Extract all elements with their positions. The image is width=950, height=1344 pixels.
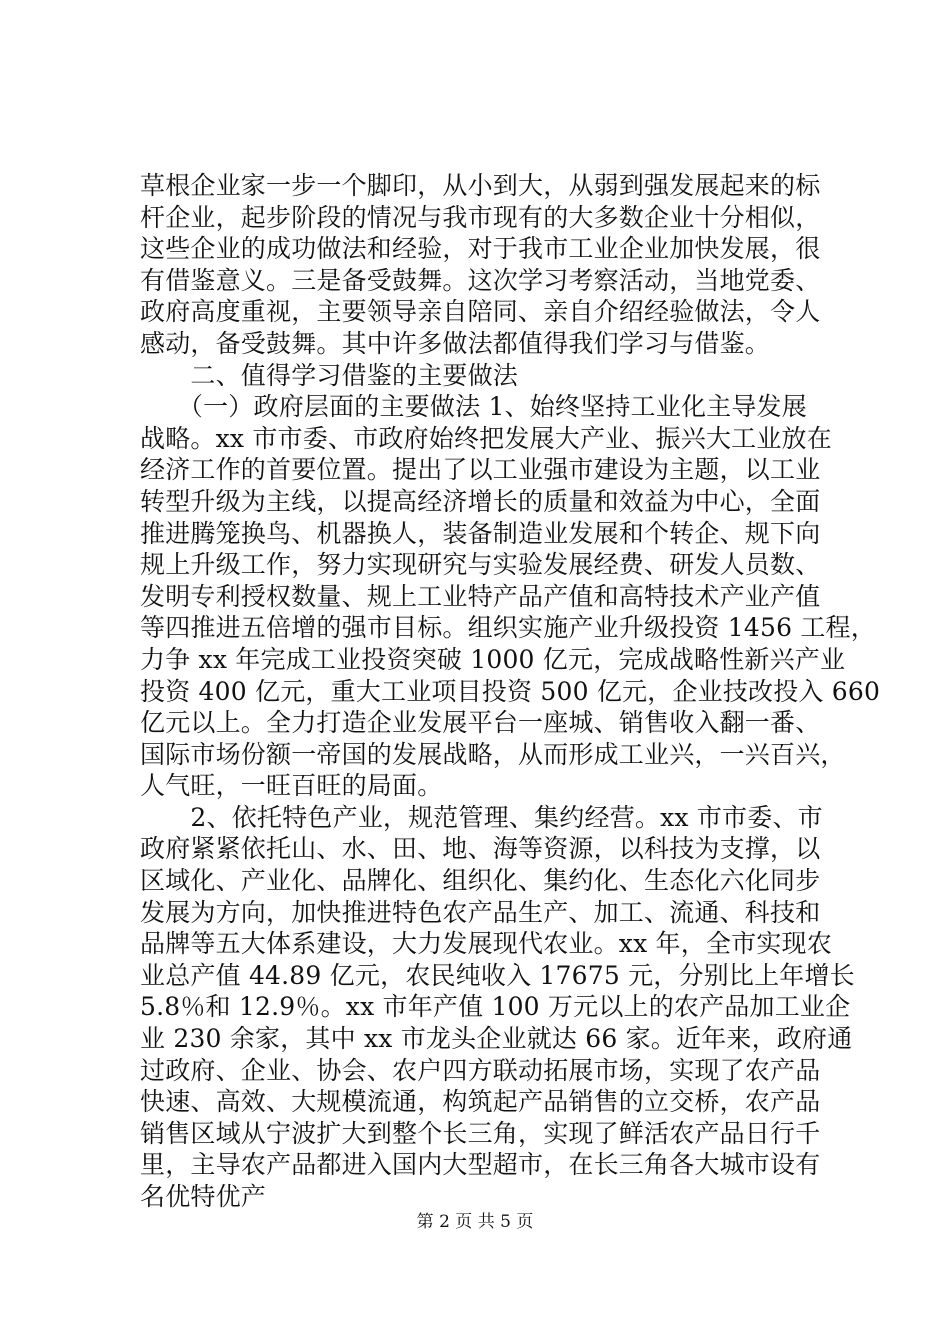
text-line: 经济工作的首要位置。提出了以工业强市建设为主题，以工业 bbox=[140, 455, 821, 485]
text-line: 区域化、产业化、品牌化、组织化、集约化、生态化六化同步 bbox=[140, 866, 821, 896]
text-line: 规上升级工作，努力实现研究与实验发展经费、研发人员数、 bbox=[140, 550, 821, 580]
text-line: 2、依托特色产业，规范管理、集约经营。xx 市市委、市 bbox=[140, 802, 823, 832]
text-line: 转型升级为主线，以提高经济增长的质量和效益为中心，全面 bbox=[140, 486, 821, 516]
text-line: 草根企业家一步一个脚印，从小到大，从弱到强发展起来的标 bbox=[140, 171, 821, 200]
text-line: （一）政府层面的主要做法 1、始终坚持工业化主导发展 bbox=[140, 392, 807, 422]
text-line: 人气旺，一旺百旺的局面。 bbox=[140, 771, 443, 801]
text-line: 等四推进五倍增的强市目标。组织实施产业升级投资 1456 工程， bbox=[140, 613, 876, 643]
body-text bbox=[140, 170, 881, 1213]
text-line: 5.8％和 12.9％。xx 市年产值 100 万元以上的农产品加工业企 bbox=[140, 992, 851, 1022]
text-line: 销售区域从宁波扩大到整个长三角，实现了鲜活农产品日行千 bbox=[140, 1118, 821, 1148]
text-line: 业 230 余家，其中 xx 市龙头企业就达 66 家。近年来，政府通 bbox=[140, 1024, 853, 1054]
text-line: 感动，备受鼓舞。其中许多做法都值得我们学习与借鉴。 bbox=[140, 328, 771, 358]
page-footer: 第 2 页 共 5 页 bbox=[416, 1212, 534, 1232]
text-line: 品牌等五大体系建设，大力发展现代农业。xx 年，全市实现农 bbox=[140, 929, 832, 959]
section-heading: 二、值得学习借鉴的主要做法 bbox=[140, 360, 519, 390]
text-line: 名优特优产 bbox=[140, 1182, 267, 1211]
text-line: 快速、高效、大规模流通，构筑起产品销售的立交桥，农产品 bbox=[140, 1087, 821, 1117]
text-line: 战略。xx 市市委、市政府始终把发展大产业、振兴大工业放在 bbox=[140, 423, 832, 453]
text-line: 发明专利授权数量、规上工业特产品产值和高特技术产业产值 bbox=[140, 581, 821, 611]
text-line: 力争 xx 年完成工业投资突破 1000 亿元，完成战略性新兴产业 bbox=[140, 644, 846, 674]
text-line: 这些企业的成功做法和经验，对于我市工业企业加快发展，很 bbox=[140, 234, 821, 264]
text-line: 里，主导农产品都进入国内大型超市，在长三角各大城市设有 bbox=[140, 1150, 821, 1180]
text-line: 亿元以上。全力打造企业发展平台一座城、销售收入翻一番、 bbox=[140, 708, 821, 738]
text-line: 杆企业，起步阶段的情况与我市现有的大多数企业十分相似， bbox=[140, 202, 821, 232]
text-line: 推进腾笼换鸟、机器换人，装备制造业发展和个转企、规下向 bbox=[140, 518, 821, 548]
text-line: 过政府、企业、协会、农户四方联动拓展市场，实现了农产品 bbox=[140, 1055, 821, 1085]
text-line: 有借鉴意义。三是备受鼓舞。这次学习考察活动，当地党委、 bbox=[140, 265, 821, 295]
text-line: 政府高度重视，主要领导亲自陪同、亲自介绍经验做法，令人 bbox=[140, 297, 821, 327]
text-line: 政府紧紧依托山、水、田、地、海等资源，以科技为支撑，以 bbox=[140, 834, 821, 864]
text-line: 发展为方向，加快推进特色农产品生产、加工、流通、科技和 bbox=[140, 897, 821, 927]
text-line: 业总产值 44.89 亿元，农民纯收入 17675 元，分别比上年增长 bbox=[140, 960, 855, 990]
text-line: 国际市场份额一帝国的发展战略，从而形成工业兴，一兴百兴， bbox=[140, 739, 846, 769]
text-line: 投资 400 亿元，重大工业项目投资 500 亿元，企业技改投入 660 bbox=[140, 676, 881, 706]
